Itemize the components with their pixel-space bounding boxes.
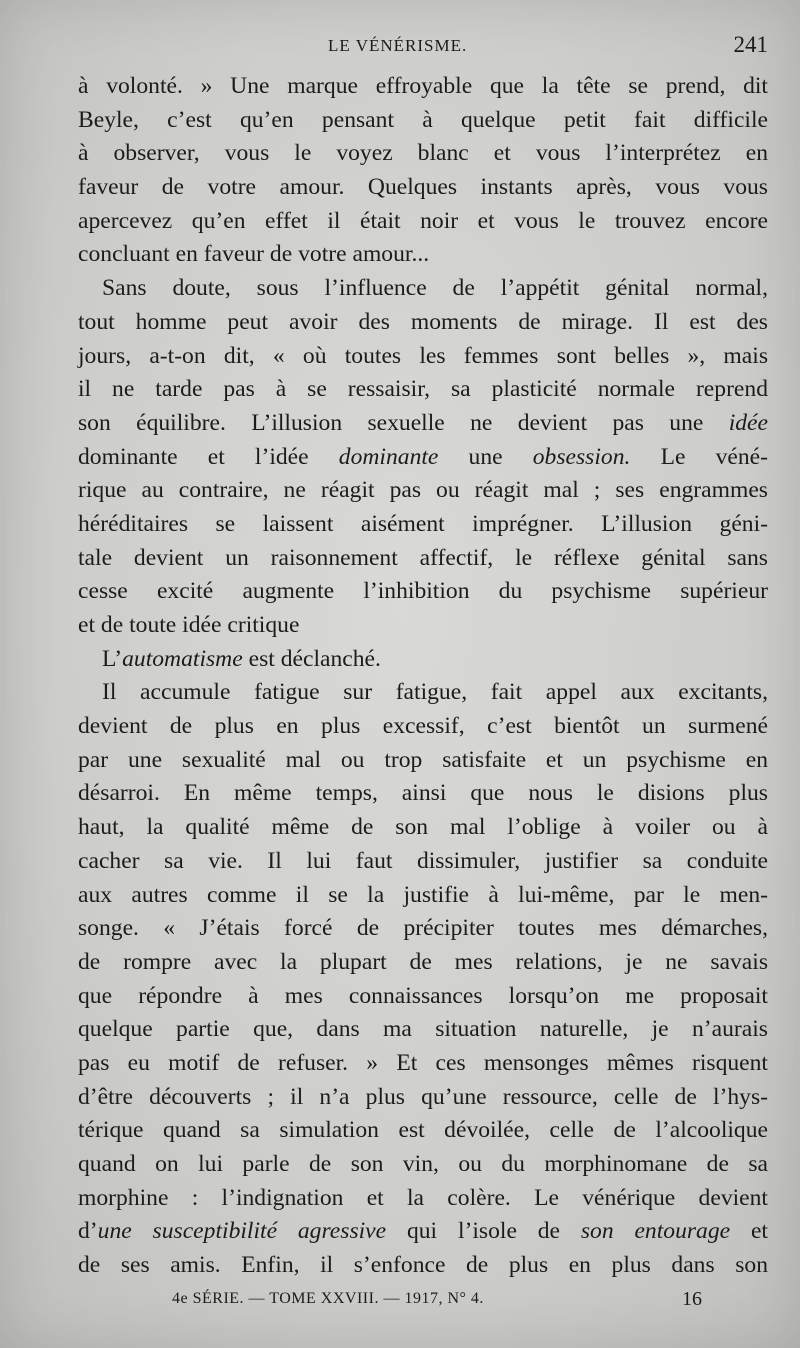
text-line: L’automatisme est déclanché.	[102, 645, 381, 672]
text-line: apercevez qu’en effet il était noir et vous le trouvez encore	[78, 207, 768, 234]
text-line: dominante et l’idée dominante une obsession. Le véné-	[78, 443, 768, 470]
text-line: térique quand sa simulation est dévoilée, celle de l’alcoolique	[78, 1117, 768, 1144]
text-line: Beyle, c’est qu’en pensant à quelque petit fait difficile	[78, 106, 768, 133]
text-line: concluant en faveur de votre amour...	[78, 241, 430, 268]
text-line: cacher sa vie. Il lui faut dissimuler, justifier sa conduite	[78, 847, 768, 874]
text-line: il ne tarde pas à se ressaisir, sa plasticité normale reprend	[78, 376, 768, 403]
body-text	[78, 70, 768, 1283]
text-line: quelque partie que, dans ma situation naturelle, je n’aurais	[78, 1016, 768, 1043]
page-number: 241	[733, 32, 768, 57]
text-line: héréditaires se laissent aisément imprégner. L’illusion géni-	[78, 510, 768, 537]
text-line: et de toute idée critique	[78, 612, 300, 638]
signature-mark: 4e SÉRIE. — TOME XXVIII. — 1917, N° 4.	[172, 1290, 484, 1307]
text-line: pas eu motif de refuser. » Et ces mensonges mêmes risquent	[78, 1049, 768, 1076]
text-line: d’être découverts ; il n’a plus qu’une ressource, celle de l’hys-	[78, 1083, 768, 1110]
text-line: que répondre à mes connaissances lorsqu’on me proposait	[78, 982, 768, 1009]
page-header	[78, 30, 768, 64]
text-line: devient de plus en plus excessif, c’est bientôt un surmené	[78, 713, 768, 740]
text-line: d’une susceptibilité agressive qui l’isole de son entourage et	[78, 1218, 768, 1245]
running-title: LE VÉNÉRISME.	[328, 36, 468, 55]
text-line: songe. « J’étais forcé de précipiter toutes mes démarches,	[78, 915, 768, 942]
text-line: désarroi. En même temps, ainsi que nous le disions plus	[78, 780, 768, 807]
text-line: par une sexualité mal ou trop satisfaite et un psychisme en	[78, 746, 768, 773]
text-line: de ses amis. Enfin, il s’enfonce de plus en plus dans son	[78, 1252, 768, 1279]
text-line: faveur de votre amour. Quelques instants après, vous vous	[78, 174, 768, 201]
text-line: cesse excité augmente l’inhibition du psychisme supérieur	[78, 578, 768, 605]
text-line: aux autres comme il se la justifie à lui-même, par le men-	[78, 881, 768, 908]
page-footer	[172, 1290, 702, 1320]
text-line: à observer, vous le voyez blanc et vous l’interprétez en	[78, 140, 768, 167]
text-line: haut, la qualité même de son mal l’oblige à voiler ou à	[78, 814, 768, 841]
text-line: jours, a-t-on dit, « où toutes les femmes sont belles », mais	[78, 342, 768, 369]
text-line: quand on lui parle de son vin, ou du morphinomane de sa	[78, 1151, 768, 1177]
text-line: rique au contraire, ne réagit pas ou réagit mal ; ses engrammes	[78, 477, 768, 504]
text-line: Il accumule fatigue sur fatigue, fait appel aux excitants,	[102, 679, 768, 706]
text-line: tout homme peut avoir des moments de mirage. Il est des	[78, 308, 768, 335]
text-line: tale devient un raisonnement affectif, le réflexe génital sans	[78, 544, 768, 571]
text-line: de rompre avec la plupart de mes relations, je ne savais	[78, 948, 768, 975]
sheet-number: 16	[682, 1288, 702, 1310]
text-line: Sans doute, sous l’influence de l’appétit génital normal,	[102, 275, 768, 302]
text-line: son équilibre. L’illusion sexuelle ne devient pas une idée	[78, 409, 768, 436]
text-line: à volonté. » Une marque effroyable que la tête se prend, dit	[78, 73, 768, 99]
text-line: morphine : l’indignation et la colère. Le vénérique devient	[78, 1184, 768, 1211]
